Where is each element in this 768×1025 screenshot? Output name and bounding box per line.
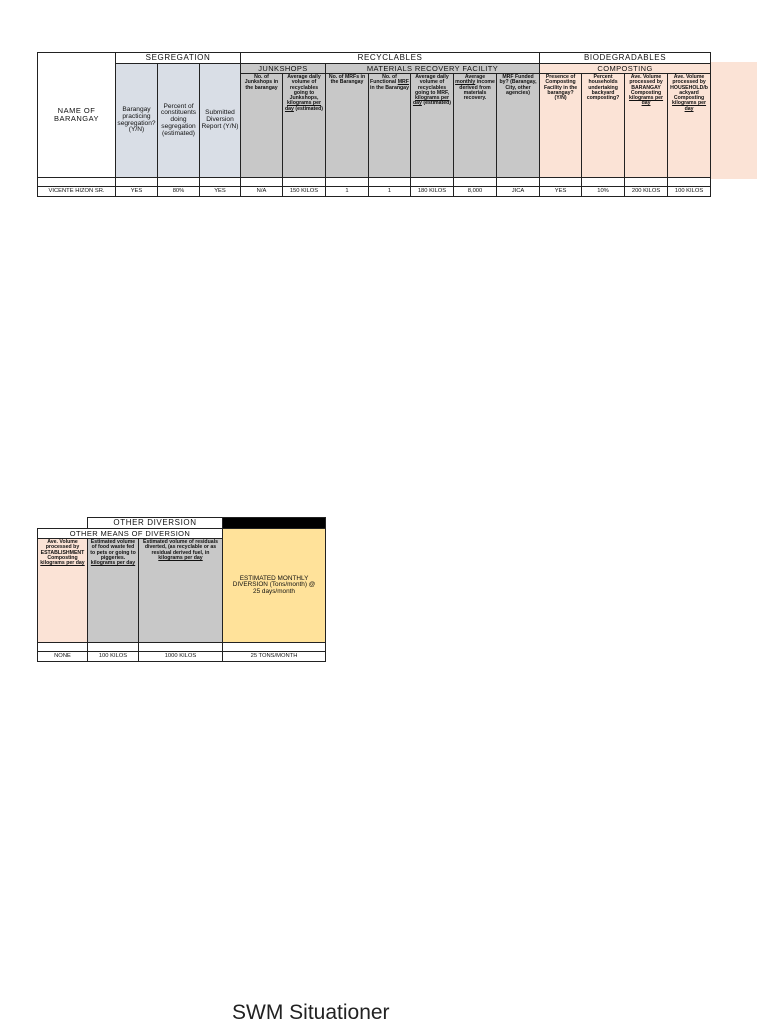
junkshop-volume-header: Average daily volume of recyclables going to Junkshops, kilograms per day (estimated) (283, 74, 326, 178)
mrf-functional-header: No. of Functional MRF in the Barangay (369, 74, 411, 178)
mrf-volume-cell: 180 KILOS (411, 187, 454, 197)
barangay-swm-table (37, 52, 711, 197)
food-waste-cell: 100 KILOS (88, 652, 139, 662)
other-diversion-group-header: OTHER DIVERSION (88, 518, 223, 529)
recyclables-group-header: RECYCLABLES (241, 53, 540, 64)
black-header-cell (223, 518, 326, 529)
junkshops-subgroup-header: JUNKSHOPS (241, 64, 326, 74)
seg-practicing-cell: YES (116, 187, 158, 197)
seg-percent-cell: 80% (158, 187, 200, 197)
residuals-diverted-header: Estimated volume of residuals diverted, (as recyclable or as residual derived fuel, in kilograms per day (139, 539, 223, 643)
food-waste-header: Estimated volume of food waste fed to pets or going to piggeries. kilograms per day (88, 539, 139, 643)
name-of-barangay-header: NAME OF BARANGAY (38, 53, 116, 178)
monthly-diversion-cell: 25 TONS/MONTH (223, 652, 326, 662)
mrf-income-header: Average monthly income derived from materials recovery. (454, 74, 497, 178)
seg-practicing-header: Barangay practicing segregation? (Y/N) (116, 64, 158, 178)
barangay-name-cell: VICENTE HIZON SR. (38, 187, 116, 197)
mrf-functional-cell: 1 (369, 187, 411, 197)
junkshop-count-header: No. of Junkshops in the barangay (241, 74, 283, 178)
composting-facility-cell: YES (540, 187, 582, 197)
blank-corner-cell (38, 518, 88, 529)
table-row (38, 187, 711, 197)
mrf-income-cell: 8,000 (454, 187, 497, 197)
mrf-funded-header: MRF Funded by? (Barangay, City, other agencies) (497, 74, 540, 178)
monthly-diversion-header: ESTIMATED MONTHLY DIVERSION (Tons/month) @ 25 days/month (223, 529, 326, 643)
composting-facility-header: Presence of Composting Facility in the barangay? (Y/N) (540, 74, 582, 178)
mrf-count-header: No. of MRFs in the Barangay (326, 74, 369, 178)
page-footer-title: SWM Situationer (232, 1001, 390, 1024)
backyard-percent-header: Percent households undertaking backyard composting? (582, 74, 625, 178)
mrf-volume-header: Average daily volume of recyclables going to MRF, kilograms per day (estimated) (411, 74, 454, 178)
spacer-row (38, 178, 711, 187)
mrf-funded-cell: JICA (497, 187, 540, 197)
barangay-composting-cell: 200 KILOS (625, 187, 668, 197)
junkshop-count-cell: N/A (241, 187, 283, 197)
junkshop-volume-cell: 150 KILOS (283, 187, 326, 197)
table-row (38, 652, 326, 662)
household-composting-header: Ave. Volume processed by HOUSEHOLD/backyard Composting kilograms per day (668, 74, 711, 178)
biodegradables-group-header: BIODEGRADABLES (540, 53, 711, 64)
other-means-subgroup-header: OTHER MEANS OF DIVERSION (38, 529, 223, 539)
establishment-composting-cell: NONE (38, 652, 88, 662)
seg-percent-header: Percent of constituents doing segregation (estimated) (158, 64, 200, 178)
barangay-composting-header: Ave. Volume processed by BARANGAY Composting kilograms per day (625, 74, 668, 178)
residuals-diverted-cell: 1000 KILOS (139, 652, 223, 662)
seg-report-cell: YES (200, 187, 241, 197)
backyard-percent-cell: 10% (582, 187, 625, 197)
other-diversion-table (37, 517, 326, 662)
composting-subgroup-header: COMPOSTING (540, 64, 711, 74)
establishment-composting-header: Ave. Volume processed by ESTABLISHMENT Composting kilograms per day (38, 539, 88, 643)
spacer-row (38, 643, 326, 652)
mrf-subgroup-header: MATERIALS RECOVERY FACILITY (326, 64, 540, 74)
seg-report-header: Submitted Diversion Report (Y/N) (200, 64, 241, 178)
mrf-count-cell: 1 (326, 187, 369, 197)
composting-fill-extension (710, 62, 757, 179)
household-composting-cell: 100 KILOS (668, 187, 711, 197)
segregation-group-header: SEGREGATION (116, 53, 241, 64)
